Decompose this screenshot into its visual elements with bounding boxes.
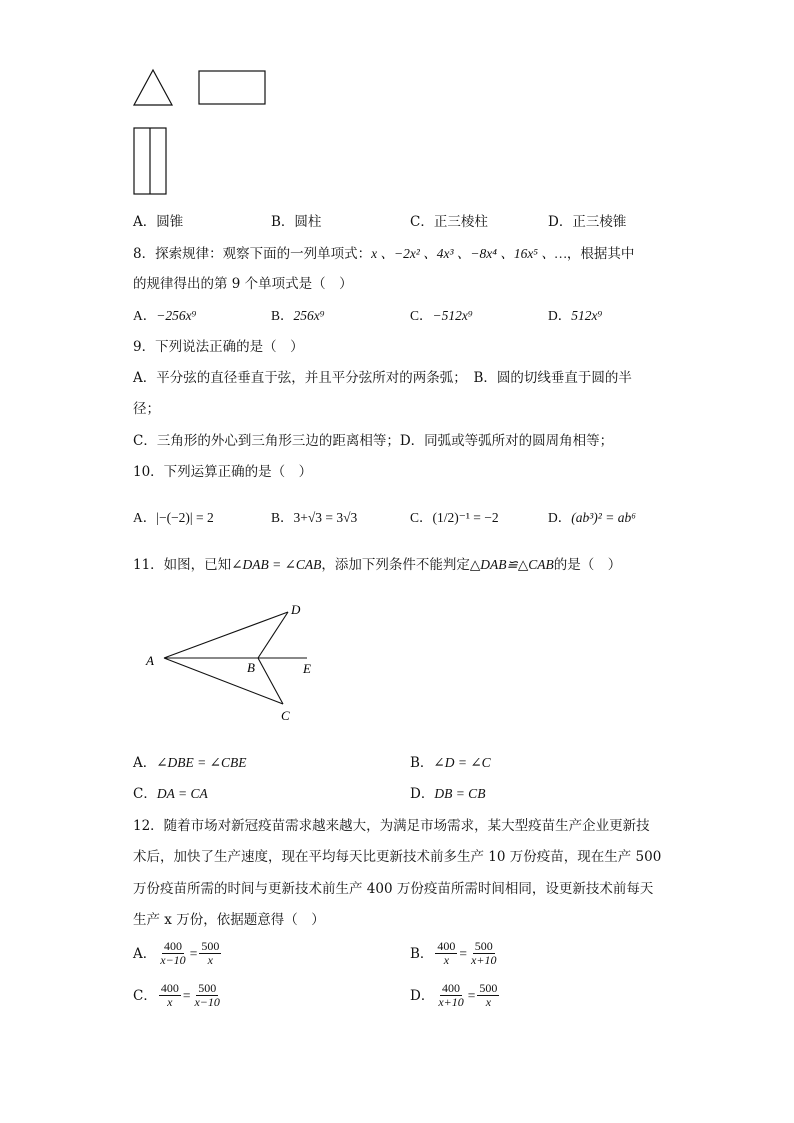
q9-option-ab: A．平分弦的直径垂直于弦，并且平分弦所对的两条弧； B．圆的切线垂直于圆的半 — [133, 370, 632, 386]
q11-option-b: B．∠D = ∠C — [410, 755, 491, 771]
front-view-triangle — [134, 70, 172, 105]
segment-bc — [258, 658, 283, 704]
segment-db — [258, 612, 288, 658]
q9-option-b-cont: 径； — [133, 401, 160, 417]
q11-option-a: A．∠DBE = ∠CBE — [133, 755, 247, 771]
q9-option-cd: C．三角形的外心到三角形三边的距离相等；D．同弧或等弧所对的圆周角相等； — [133, 433, 614, 449]
q12-stem-line1: 12．随着市场对新冠疫苗需求越来越大，为满足市场需求，某大型疫苗生产企业更新技 — [133, 818, 650, 834]
q12-stem-line2: 术后，加快了生产速度，现在平均每天比更新技术前多生产 10 万份疫苗，现在生产 500 — [133, 849, 662, 865]
q9-stem: 9．下列说法正确的是（ ） — [133, 339, 304, 355]
q10-option-b: B．3+√3 = 3√3 — [271, 510, 358, 525]
q10-option-c: C．(1/2)⁻¹ = −2 — [410, 510, 499, 525]
q10-option-d: D．(ab³)² = ab⁶ — [548, 510, 636, 525]
label-b: B — [247, 660, 255, 675]
q10-stem: 10．下列运算正确的是（ ） — [133, 464, 313, 480]
label-a: A — [146, 653, 154, 668]
q7-option-d: D．正三棱锥 — [548, 214, 627, 230]
label-c: C — [281, 708, 290, 723]
q8-stem-line1: 8．探索规律：观察下面的一列单项式：x 、−2x² 、4x³ 、−8x⁴ 、16x⁵ 、…，根据其中 — [133, 246, 635, 262]
q11-option-c: C．DA = CA — [133, 786, 208, 802]
label-d: D — [291, 602, 301, 617]
q11-geometry-figure — [140, 596, 330, 726]
q11-option-d: D．DB = CB — [410, 786, 486, 802]
q12-stem-line3: 万份疫苗所需的时间与更新技术前生产 400 万份疫苗所需时间相同，设更新技术前每天 — [133, 881, 654, 897]
q8-option-c: C．−512x⁹ — [410, 308, 473, 323]
q11-stem: 11．如图，已知∠DAB = ∠CAB，添加下列条件不能判定△DAB≌△CAB的是（ ） — [133, 557, 622, 573]
q11-congruence: △DAB≌△CAB — [469, 557, 554, 572]
q12-stem-line4: 生产 x 万份，依据题意得（ ） — [133, 912, 325, 928]
q8-option-a: A．−256x⁹ — [133, 308, 197, 323]
q12-option-a: A． $\frac{400}{x-10}$ = $\frac{500}{x}$ — [133, 939, 220, 967]
q7-option-a: A．圆锥 — [133, 214, 184, 230]
q8-sequence: x 、−2x² 、4x³ 、−8x⁴ 、16x⁵ 、… — [371, 246, 567, 261]
q12-option-b: B． $\frac{400}{x}$ = $\frac{500}{x+10}$ — [410, 939, 497, 967]
q8-option-d: D．512x⁹ — [548, 308, 603, 323]
label-e: E — [303, 661, 311, 676]
q12-option-d: D． $\frac{400}{x+10}$ = $\frac{500}{x}$ — [410, 981, 498, 1009]
segment-ac — [164, 658, 283, 704]
q11-angle-condition: ∠DAB = ∠CAB — [231, 557, 322, 572]
side-view-rectangle — [199, 71, 265, 104]
q7-option-c: C．正三棱柱 — [410, 214, 488, 230]
three-view-drawing — [128, 62, 278, 202]
q10-option-a: A．|−(−2)| = 2 — [133, 510, 214, 525]
q7-option-b: B．圆柱 — [271, 214, 322, 230]
segment-ad — [164, 612, 288, 658]
q12-option-c: C． $\frac{400}{x}$ = $\frac{500}{x-10}$ — [133, 981, 220, 1009]
q8-option-b: B．256x⁹ — [271, 308, 325, 323]
q8-stem-line2: 的规律得出的第 9 个单项式是（ ） — [133, 276, 353, 292]
